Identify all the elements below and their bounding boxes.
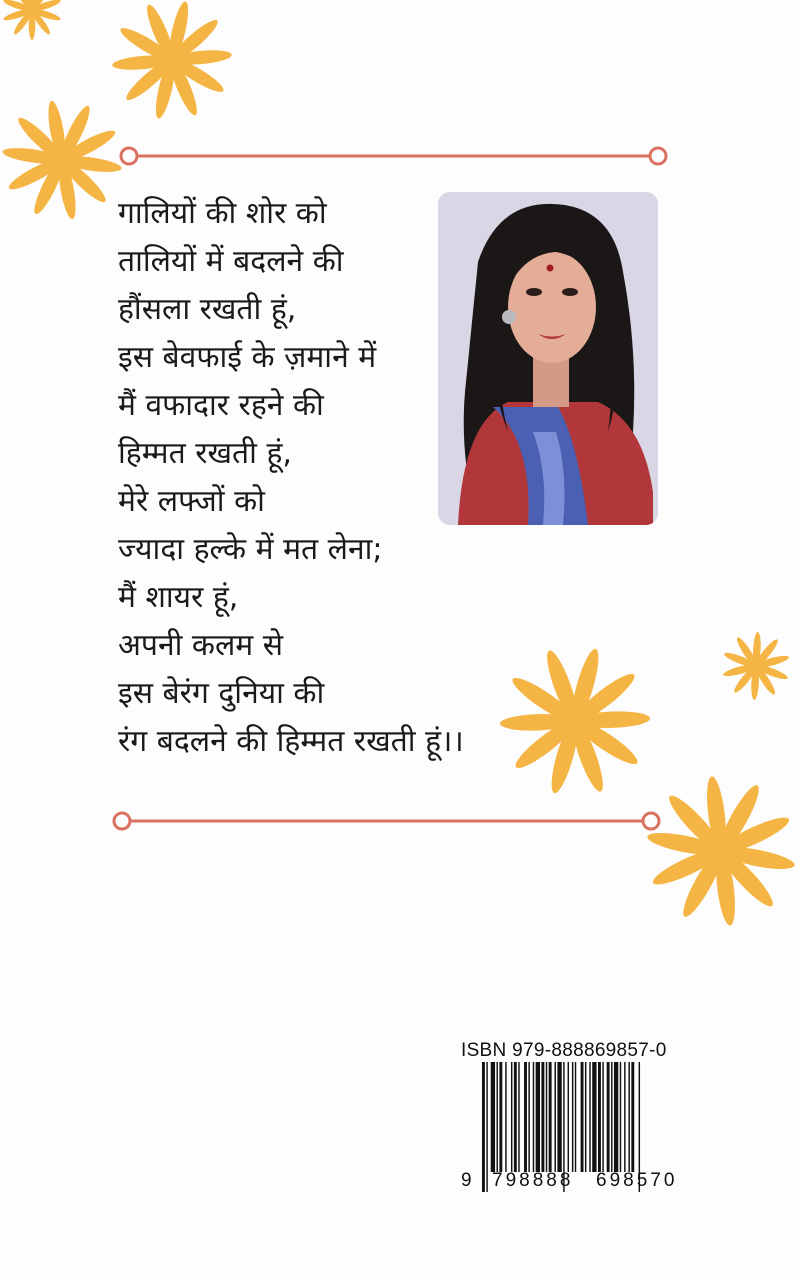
barcode-bar xyxy=(575,1062,576,1172)
bottom-divider xyxy=(108,808,668,834)
barcode-left-digits: 798888 xyxy=(492,1170,574,1191)
barcode-bar xyxy=(546,1062,547,1172)
poem-line: मैं शायर हूं, xyxy=(118,580,239,615)
barcode-bar xyxy=(486,1062,487,1192)
barcode-bar xyxy=(631,1062,634,1172)
barcode-bar xyxy=(541,1062,544,1172)
barcode-bar xyxy=(624,1062,625,1172)
barcode-bar xyxy=(524,1062,527,1172)
barcode-lead-digit: 9 xyxy=(461,1170,472,1191)
barcode-bar xyxy=(557,1062,561,1172)
barcode-bar xyxy=(514,1062,517,1172)
author-photo xyxy=(438,192,658,525)
flower-decoration xyxy=(2,0,62,40)
top-divider xyxy=(118,143,678,169)
barcode-bar xyxy=(497,1062,498,1172)
barcode-bar xyxy=(533,1062,534,1172)
poem-line: मेरे लफ्जों को xyxy=(118,484,265,519)
poem-line: तालियों में बदलने की xyxy=(118,244,344,279)
barcode-bar xyxy=(536,1062,540,1172)
barcode-bar xyxy=(589,1062,590,1172)
barcode-bar xyxy=(491,1062,495,1172)
barcode-bar xyxy=(602,1062,603,1172)
poem-line: अपनी कलम से xyxy=(118,628,284,663)
barcode-bar xyxy=(620,1062,621,1172)
poem-line: ज्यादा हल्के में मत लेना; xyxy=(118,532,383,567)
barcode-bar xyxy=(628,1062,629,1172)
barcode-bar xyxy=(572,1062,573,1172)
flower-decoration xyxy=(500,646,650,796)
poem-line: गालियों की शोर को xyxy=(118,196,327,231)
barcode-bar xyxy=(598,1062,601,1172)
barcode-bar xyxy=(555,1062,556,1172)
barcode-bar xyxy=(482,1062,485,1192)
barcode-bar xyxy=(581,1062,584,1172)
barcode-bar xyxy=(592,1062,596,1172)
barcode-bar xyxy=(568,1062,569,1172)
barcode-bar xyxy=(528,1062,529,1172)
barcode-bar xyxy=(518,1062,519,1172)
barcode-bar xyxy=(585,1062,586,1172)
poem xyxy=(118,190,464,766)
poem-line: हिम्मत रखती हूं, xyxy=(118,436,292,471)
barcode-bar xyxy=(511,1062,512,1172)
poem-line: मैं वफादार रहने की xyxy=(118,388,324,423)
flower-decoration xyxy=(646,776,796,926)
flower-decoration xyxy=(2,100,122,220)
barcode-bar xyxy=(499,1062,502,1172)
flower-decoration xyxy=(722,632,790,700)
poem-line: हौंसला रखती हूं, xyxy=(118,292,297,327)
barcode-bar xyxy=(607,1062,610,1172)
poem-line: इस बेरंग दुनिया की xyxy=(118,676,325,711)
flower-decoration xyxy=(112,0,232,120)
poem-line: इस बेवफाई के ज़माने में xyxy=(118,340,377,375)
barcode-bar xyxy=(549,1062,552,1172)
barcode-bar xyxy=(614,1062,618,1172)
barcode-right-digits: 698570 xyxy=(596,1170,678,1191)
poem-line: रंग बदलने की हिम्मत रखती हूं।। xyxy=(118,724,464,759)
barcode-bar xyxy=(611,1062,612,1172)
barcode-bar xyxy=(505,1062,506,1172)
isbn-label: ISBN 979-888869857-0 xyxy=(461,1040,667,1061)
